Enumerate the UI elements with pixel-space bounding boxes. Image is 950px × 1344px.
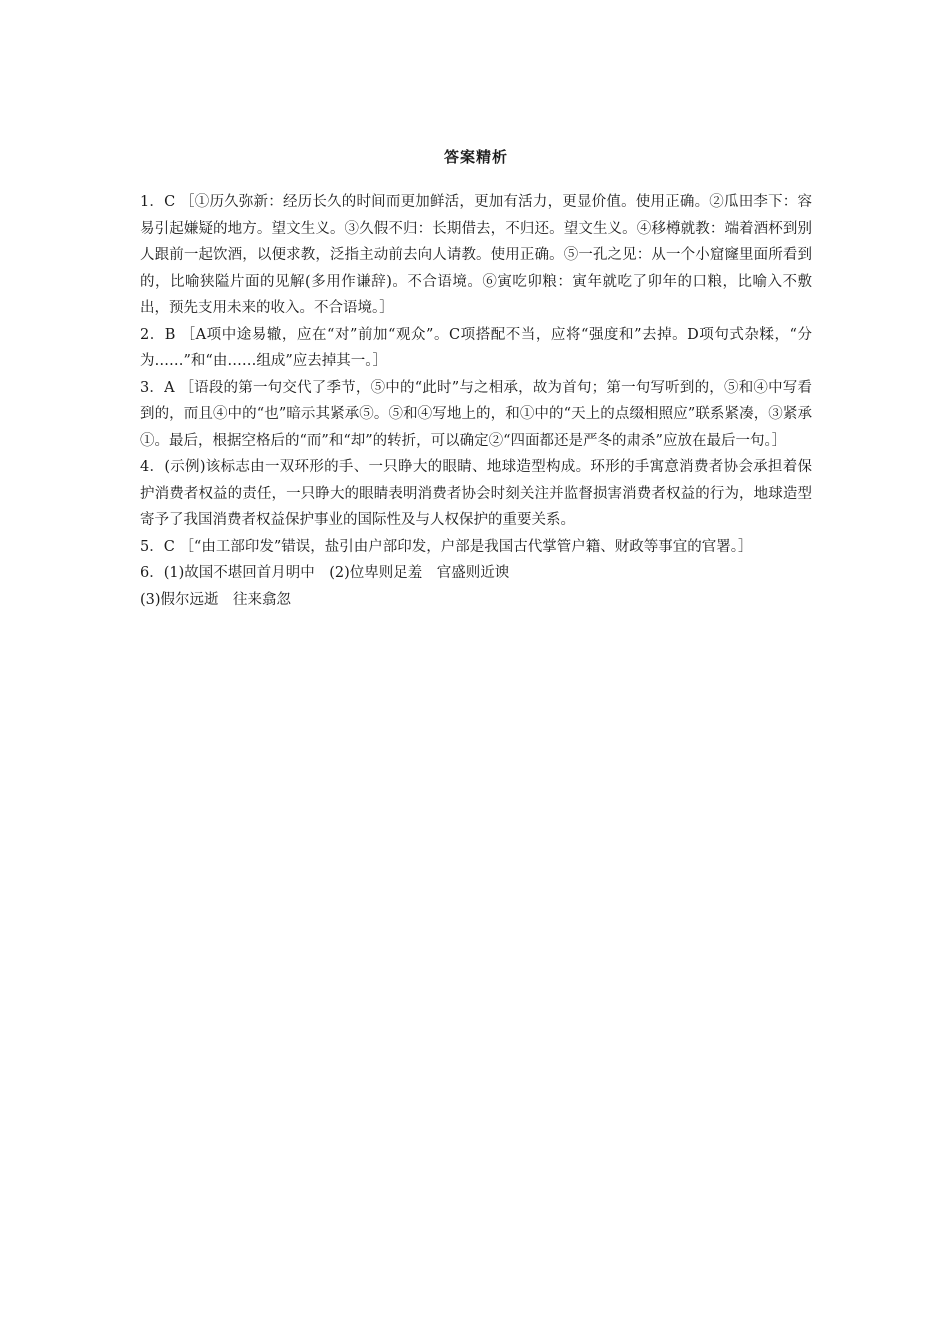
answer-number: 5．C (140, 538, 175, 555)
answer-text: ［语段的第一句交代了季节，⑤中的“此时”与之相承，故为首句；第一句写听到的，⑤和④中写看到的，而且④中的“也”暗示其紧承⑤。⑤和④写地上的，和①中的“天上的点缀相照应”联系紧凑，③紧承①。最后，根据空格后的“而”和“却”的转折，可以确定②“四面都还是严冬的肃杀”应放在最后一句。］ (140, 379, 813, 449)
answer-number: 2．B (140, 326, 176, 343)
answer-item-1 (140, 189, 812, 322)
answer-number: 3．A (140, 379, 175, 396)
answer-item-4 (140, 454, 812, 534)
page-title: 答案精析 (443, 148, 508, 166)
answer-text: ［“由工部印发”错误，盐引由户部印发，户部是我国古代掌管户籍、财政等事宜的官署。］ (179, 538, 753, 555)
answer-item-5 (140, 534, 812, 561)
answer-number: 1．C (140, 194, 176, 210)
answer-item-6-continued: (3)假尔远逝 往来翕忽 (140, 591, 292, 608)
answer-item-2 (140, 322, 812, 375)
answer-text: (示例)该标志由一双环形的手、一只睁大的眼睛、地球造型构成。环形的手寓意消费者协会承担着保护消费者权益的责任，一只睁大的眼睛表明消费者协会时刻关注并监督损害消费者权益的行为，地球造型寄予了我国消费者权益保护事业的国际性及与人权保护的重要关系。 (140, 459, 812, 528)
document-page (140, 140, 812, 613)
answer-item-6 (140, 560, 812, 587)
answer-number: 6． (140, 565, 164, 581)
answer-list (140, 189, 812, 613)
answer-text: ［①历久弥新：经历长久的时间而更加鲜活，更加有活力，更显价值。使用正确。②瓜田李下：容易引起嫌疑的地方。望文生义。③久假不归：长期借去，不归还。望文生义。④移樽就教：端着酒杯到别人跟前一起饮酒，以便求教，泛指主动前去向人请教。使用正确。⑤一孔之见：从一个小窟窿里面所看到的，比喻狭隘片面的见解(多用作谦辞)。不合语境。⑥寅吃卯粮：寅年就吃了卯年的口粮，比喻入不敷出，预先支用未来的收入。不合语境。］ (140, 194, 813, 316)
answer-number: 4． (140, 459, 165, 475)
answer-text: ［A项中途易辙，应在“对”前加“观众”。C项搭配不当，应将“强度和”去掉。D项句式杂糅，“分为……”和“由……组成”应去掉其一。］ (140, 326, 813, 369)
answer-text: (1)故国不堪回首月明中 (2)位卑则足羞 官盛则近谀 (163, 565, 510, 581)
answer-item-3 (140, 375, 812, 455)
